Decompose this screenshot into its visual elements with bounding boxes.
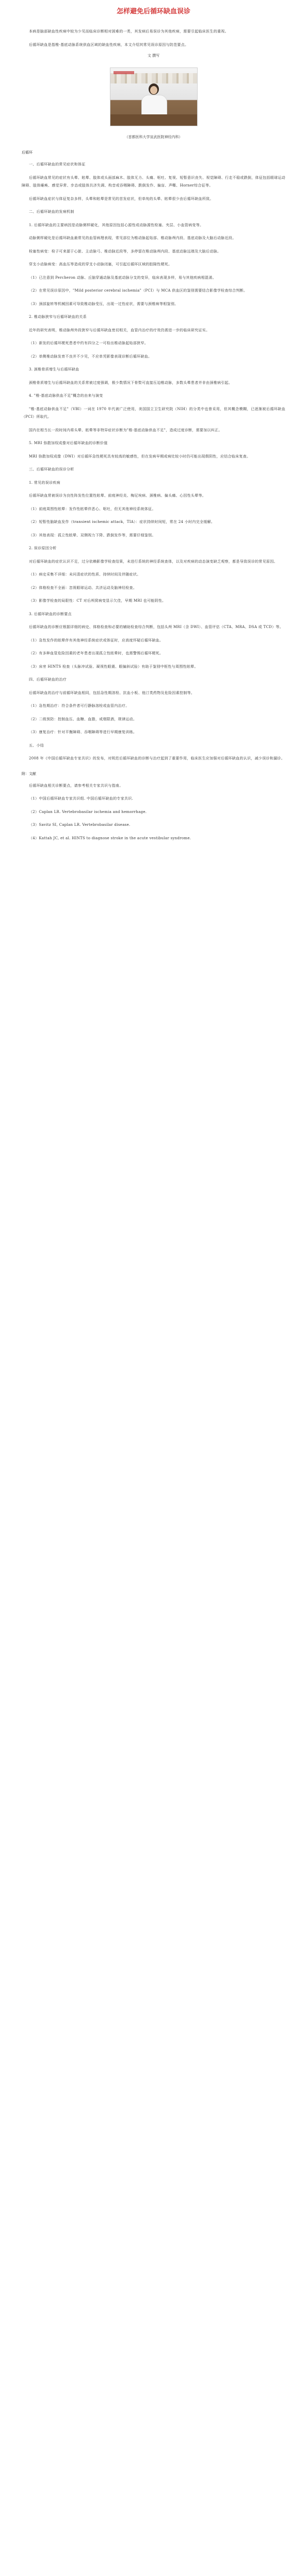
section-heading: 后循环 <box>22 150 33 155</box>
body-paragraph: 5. MRI 弥散加权成像对后循环缺血的诊断价值 <box>29 441 108 445</box>
body-paragraph: （1）病史采集不详细：未问清症状的性质、持续时间及伴随症状。 <box>29 572 141 577</box>
body-paragraph: 后循环缺血的治疗与前循环缺血相同，包括急性期溶栓、抗血小板、他汀类药物及危险因素控制等。 <box>29 690 195 695</box>
author-affiliation: （首都医科大学宣武医院神经内科） <box>124 135 183 139</box>
body-paragraph: （2）在常见误诊原因中，"Mild posterior cerebral ischemia"（PCI）与 MCA 供血区的鉴别需要结合影像学检查综合判断。 <box>29 289 248 293</box>
body-paragraph: 国内在相当长一段时间内将头晕、眩晕等非特异症状诊断为"椎-基底动脉供血不足"，造成过度诊断，需要加以纠正。 <box>29 428 222 432</box>
body-paragraph: 2008 年《中国后循环缺血专家共识》的发布，对规范后循环缺血的诊断与治疗起到了重要作用，临床医生应加强对后循环缺血的认识，减少误诊和漏诊。 <box>29 756 285 760</box>
body-paragraph: （2）二级预防：控制血压、血糖、血脂，戒烟限酒，规律运动。 <box>29 717 137 721</box>
body-paragraph: （3）其他表现：孤立性眩晕、双侧视力下降、跌倒发作等，需要仔细鉴别。 <box>29 533 156 537</box>
body-paragraph: （3）颈部旋转等机械因素可导致椎动脉受压，出现一过性症状，需要与颈椎病等相鉴别。 <box>29 301 179 306</box>
body-paragraph: 后循环缺血相关诊断要点，请参考相关专家共识与指南。 <box>29 783 123 788</box>
body-paragraph: （4）Kattah JC, et al. HINTS to diagnose stroke in the acute vestibular syndrome. <box>29 836 191 840</box>
body-paragraph: （2）短暂性脑缺血发作（transient ischemic attack，TIA）：症状持续时间短，常在 24 小时内完全缓解。 <box>29 520 215 524</box>
body-paragraph: （2）有多种血管危险因素的老年患者出现孤立性眩晕时，也需警惕后循环梗死。 <box>29 651 164 655</box>
body-paragraph: （3）床旁 HINTS 检查（头脉冲试验、凝视性眼震、眼偏斜试验）有助于鉴别中枢性与周围性眩晕。 <box>29 664 198 669</box>
body-paragraph: （2）体格检查不全面：忽视眼球运动、共济运动及脑神经检查。 <box>29 585 137 590</box>
body-paragraph: 4. "椎-基底动脉供血不足"概念的由来与演变 <box>29 394 103 398</box>
body-paragraph: 近年的研究表明，椎动脉颅外段狭窄与后循环缺血密切相关，血管内治疗的疗效仍需进一步的临床研究证实。 <box>29 328 210 332</box>
body-paragraph: 五、小结 <box>29 743 44 748</box>
body-paragraph: 3. 颈椎骨质增生与后循环缺血 <box>29 367 79 371</box>
body-paragraph: （1）急性期治疗：符合条件者可行静脉溶栓或血管内治疗。 <box>29 704 130 708</box>
body-paragraph: 2. 误诊原因分析 <box>29 546 57 550</box>
article-title: 怎样避免后循环缺血误诊 <box>116 8 190 15</box>
body-paragraph: 栓塞性病变：栓子可来源于心脏、主动脉弓、椎动脉近段等，多停留在椎动脉颅内段、基底动脉远端及大脑后动脉。 <box>29 249 221 253</box>
body-paragraph: 后循环缺血常被误诊为良性阵发性位置性眩晕、前庭神经炎、梅尼埃病、颈椎病、偏头痛、心因性头晕等。 <box>29 494 206 498</box>
intro-paragraph-1: 本病是脑部缺血性疾病中较为少见而临床诊断相对困难的一类，其发病后易误诊为其他疾病，需要引起临床医生的重视。 <box>29 29 229 33</box>
body-paragraph: 2. 椎动脉狭窄与后循环缺血的关系 <box>29 315 87 319</box>
body-paragraph: 二、后循环缺血的发病机制 <box>29 210 74 214</box>
article-body <box>22 149 285 842</box>
body-paragraph: 一、后循环缺血的常见症状和体征 <box>29 162 86 166</box>
body-paragraph: 穿支小动脉病变：高血压等造成的穿支小动脉闭塞，可引起后循环区域的腔隙性梗死。 <box>29 262 172 266</box>
body-paragraph: （1）新发的后循环梗死患者中约有四分之一可检出椎动脉起始部狭窄。 <box>29 341 149 345</box>
author-name: 文 撰写 <box>147 54 160 58</box>
section-heading: 附：文献 <box>22 771 36 776</box>
body-paragraph: （3）Savitz SI, Caplan LR. Vertebrobasilar disease. <box>29 823 131 827</box>
body-paragraph: 颈椎骨质增生与后循环缺血的关系常被过度强调，极少数情况下骨赘可直接压迫椎动脉，多数头晕患者并非由颈椎病引起。 <box>29 380 233 385</box>
body-paragraph: 对后循环缺血的症状认识不足，过分依赖影像学检查结果，未进行系统的神经系统查体，以及对疾病的动态演变缺乏观察，都是导致误诊的常见原因。 <box>29 559 278 564</box>
body-paragraph: （1）中国后循环缺血专家共识组. 中国后循环缺血的专家共识. <box>29 796 134 801</box>
body-paragraph: 后循环缺血的诊断应根据详细的病史、体格检查和必要的辅助检查综合判断，包括头颅 MRI（含 DWI）、血管评估（CTA、MRA、DSA 或 TCD）等。 <box>29 625 283 629</box>
body-paragraph: 三、后循环缺血的误诊分析 <box>29 467 74 471</box>
body-paragraph: 动脉粥样硬化是后循环缺血最常见的血管病理表现，常见部位为椎动脉起始部、椎动脉颅内段、基底动脉及大脑后动脉近段。 <box>29 236 236 240</box>
body-paragraph: （3）康复治疗：针对平衡障碍、吞咽障碍等进行早期康复训练。 <box>29 730 137 734</box>
body-paragraph: MRI 弥散加权成像（DWI）对后循环急性梗死具有较高的敏感性，但在发病早期或病灶较小时仍可能出现假阴性，应结合临床复查。 <box>29 454 251 459</box>
body-paragraph: （1）前庭周围性眩晕：发作性眩晕伴恶心、呕吐，但无其他神经系统体征。 <box>29 506 156 511</box>
body-paragraph: 3. 后循环缺血的诊断要点 <box>29 612 72 616</box>
body-paragraph: 1. 后循环缺血的主要病因是动脉粥样硬化，其他原因包括心源性或动脉源性栓塞、夹层、小血管病变等。 <box>29 223 204 227</box>
author-photo <box>110 67 198 126</box>
body-paragraph: （1）已注意到 Percheron 动脉、丘脑穿通动脉及基底动脉分支的变异，临床表现多样，易与其他疾病相混淆。 <box>29 275 216 280</box>
body-paragraph: 四、后循环缺血的治疗 <box>29 677 67 682</box>
body-paragraph: （3）影像学检查的局限性：CT 对后颅窝病变显示欠佳，早期 MRI 也可能阴性。 <box>29 599 166 603</box>
intro-paragraph-2: 后循环缺血是指椎-基底动脉系统供血区域的缺血性疾病，本文介绍其常见误诊原因与防范要点。 <box>29 42 189 47</box>
body-paragraph: "椎-基底动脉供血不足"（VBI）一词在 1970 年代被广泛使用，美国国立卫生研究院（NIH）的分类中也曾采用，但其概念模糊，已逐渐被后循环缺血（PCI）所取代。 <box>22 406 285 419</box>
body-paragraph: （2）单侧椎动脉发育不良并不少见，不应单凭影像表现诊断后循环缺血。 <box>29 354 152 359</box>
body-paragraph: 后循环缺血症状与体征复杂多样，头晕和眩晕是常见的首发症状，但单纯的头晕、眩晕很少由后循环缺血所致。 <box>29 196 214 201</box>
body-paragraph: （2）Caplan LR. Vertebrobasilar ischemia and hemorrhage. <box>29 809 147 814</box>
body-paragraph: 1. 常见的误诊疾病 <box>29 480 60 485</box>
body-paragraph: （1）急性发作的眩晕伴有其他神经系统症状或体征时，应高度怀疑后循环缺血。 <box>29 638 164 642</box>
body-paragraph: 后循环缺血常见的症状有头晕、眩晕、肢体或头面部麻木、肢体无力、头痛、呕吐、复视、短暂意识丧失、视觉障碍、行走不稳或跌倒，体征包括眼球运动障碍、肢体瘫痪、感觉异常、步态或肢体共济失调、构音或吞咽障碍、跌倒发作、偏盲、声嘶、Horner综合征等。 <box>22 175 285 188</box>
